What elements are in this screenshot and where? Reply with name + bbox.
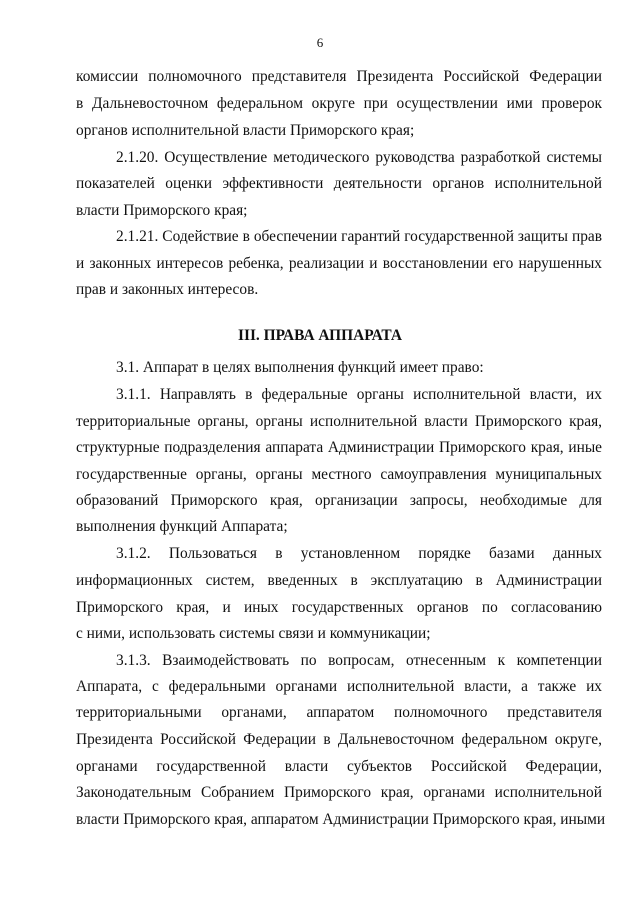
- paragraph-3-1-2-start: 3.1.2. Пользоваться в установленном порядке базами данных: [116, 545, 602, 562]
- paragraph-3-1-1-start: 3.1.1. Направлять в федеральные органы исполнительной власти, их: [116, 386, 602, 403]
- text-line: Аппарата, с федеральными органами исполнительной власти, а также их: [76, 678, 602, 695]
- text-line: государственные органы, органы местного самоуправления муниципальных: [76, 466, 602, 483]
- text-line: власти Приморского края;: [76, 202, 248, 219]
- text-line: территориальными органами, аппаратом полномочного представителя: [76, 704, 602, 721]
- text-line: органов исполнительной власти Приморского края;: [76, 122, 415, 139]
- paragraph-3-1: 3.1. Аппарат в целях выполнения функций имеет право:: [116, 359, 484, 376]
- text-line: комиссии полномочного представителя Президента Российской Федерации: [76, 68, 602, 85]
- paragraph-2-1-20-start: 2.1.20. Осуществление методического руководства разработкой системы: [116, 149, 602, 166]
- text-line: Приморского края, и иных государственных органов по согласованию: [76, 599, 602, 616]
- text-line: Законодательным Собранием Приморского края, органами исполнительной: [76, 784, 602, 801]
- text-line: образований Приморского края, организации запросы, необходимые для: [76, 492, 602, 509]
- text-line: органами государственной власти субъектов Российской Федерации,: [76, 758, 602, 775]
- text-line: и законных интересов ребенка, реализации и восстановлении его нарушенных: [76, 255, 602, 272]
- text-line: показателей оценки эффективности деятельности органов исполнительной: [76, 175, 602, 192]
- text-line: прав и законных интересов.: [76, 281, 259, 298]
- section-heading: III. ПРАВА АППАРАТА: [237, 327, 403, 344]
- text-line: информационных систем, введенных в эксплуатацию в Администрации: [76, 572, 602, 589]
- text-line: выполнения функций Аппарата;: [76, 518, 288, 535]
- text-line: власти Приморского края, аппаратом Администрации Приморского края, иными: [76, 811, 606, 828]
- page-number: 6: [316, 35, 324, 50]
- text-line: в Дальневосточном федеральном округе при осуществлении ими проверок: [76, 95, 602, 112]
- paragraph-3-1-3-start: 3.1.3. Взаимодействовать по вопросам, отнесенным к компетенции: [116, 652, 602, 669]
- text-line: территориальные органы, органы исполнительной власти Приморского края,: [76, 413, 602, 430]
- text-line: с ними, использовать системы связи и коммуникации;: [76, 625, 431, 642]
- text-line: структурные подразделения аппарата Администрации Приморского края, иные: [76, 439, 602, 456]
- text-line: Президента Российской Федерации в Дальневосточном федеральном округе,: [76, 731, 602, 748]
- paragraph-2-1-21-start: 2.1.21. Содействие в обеспечении гарантий государственной защиты прав: [116, 228, 602, 245]
